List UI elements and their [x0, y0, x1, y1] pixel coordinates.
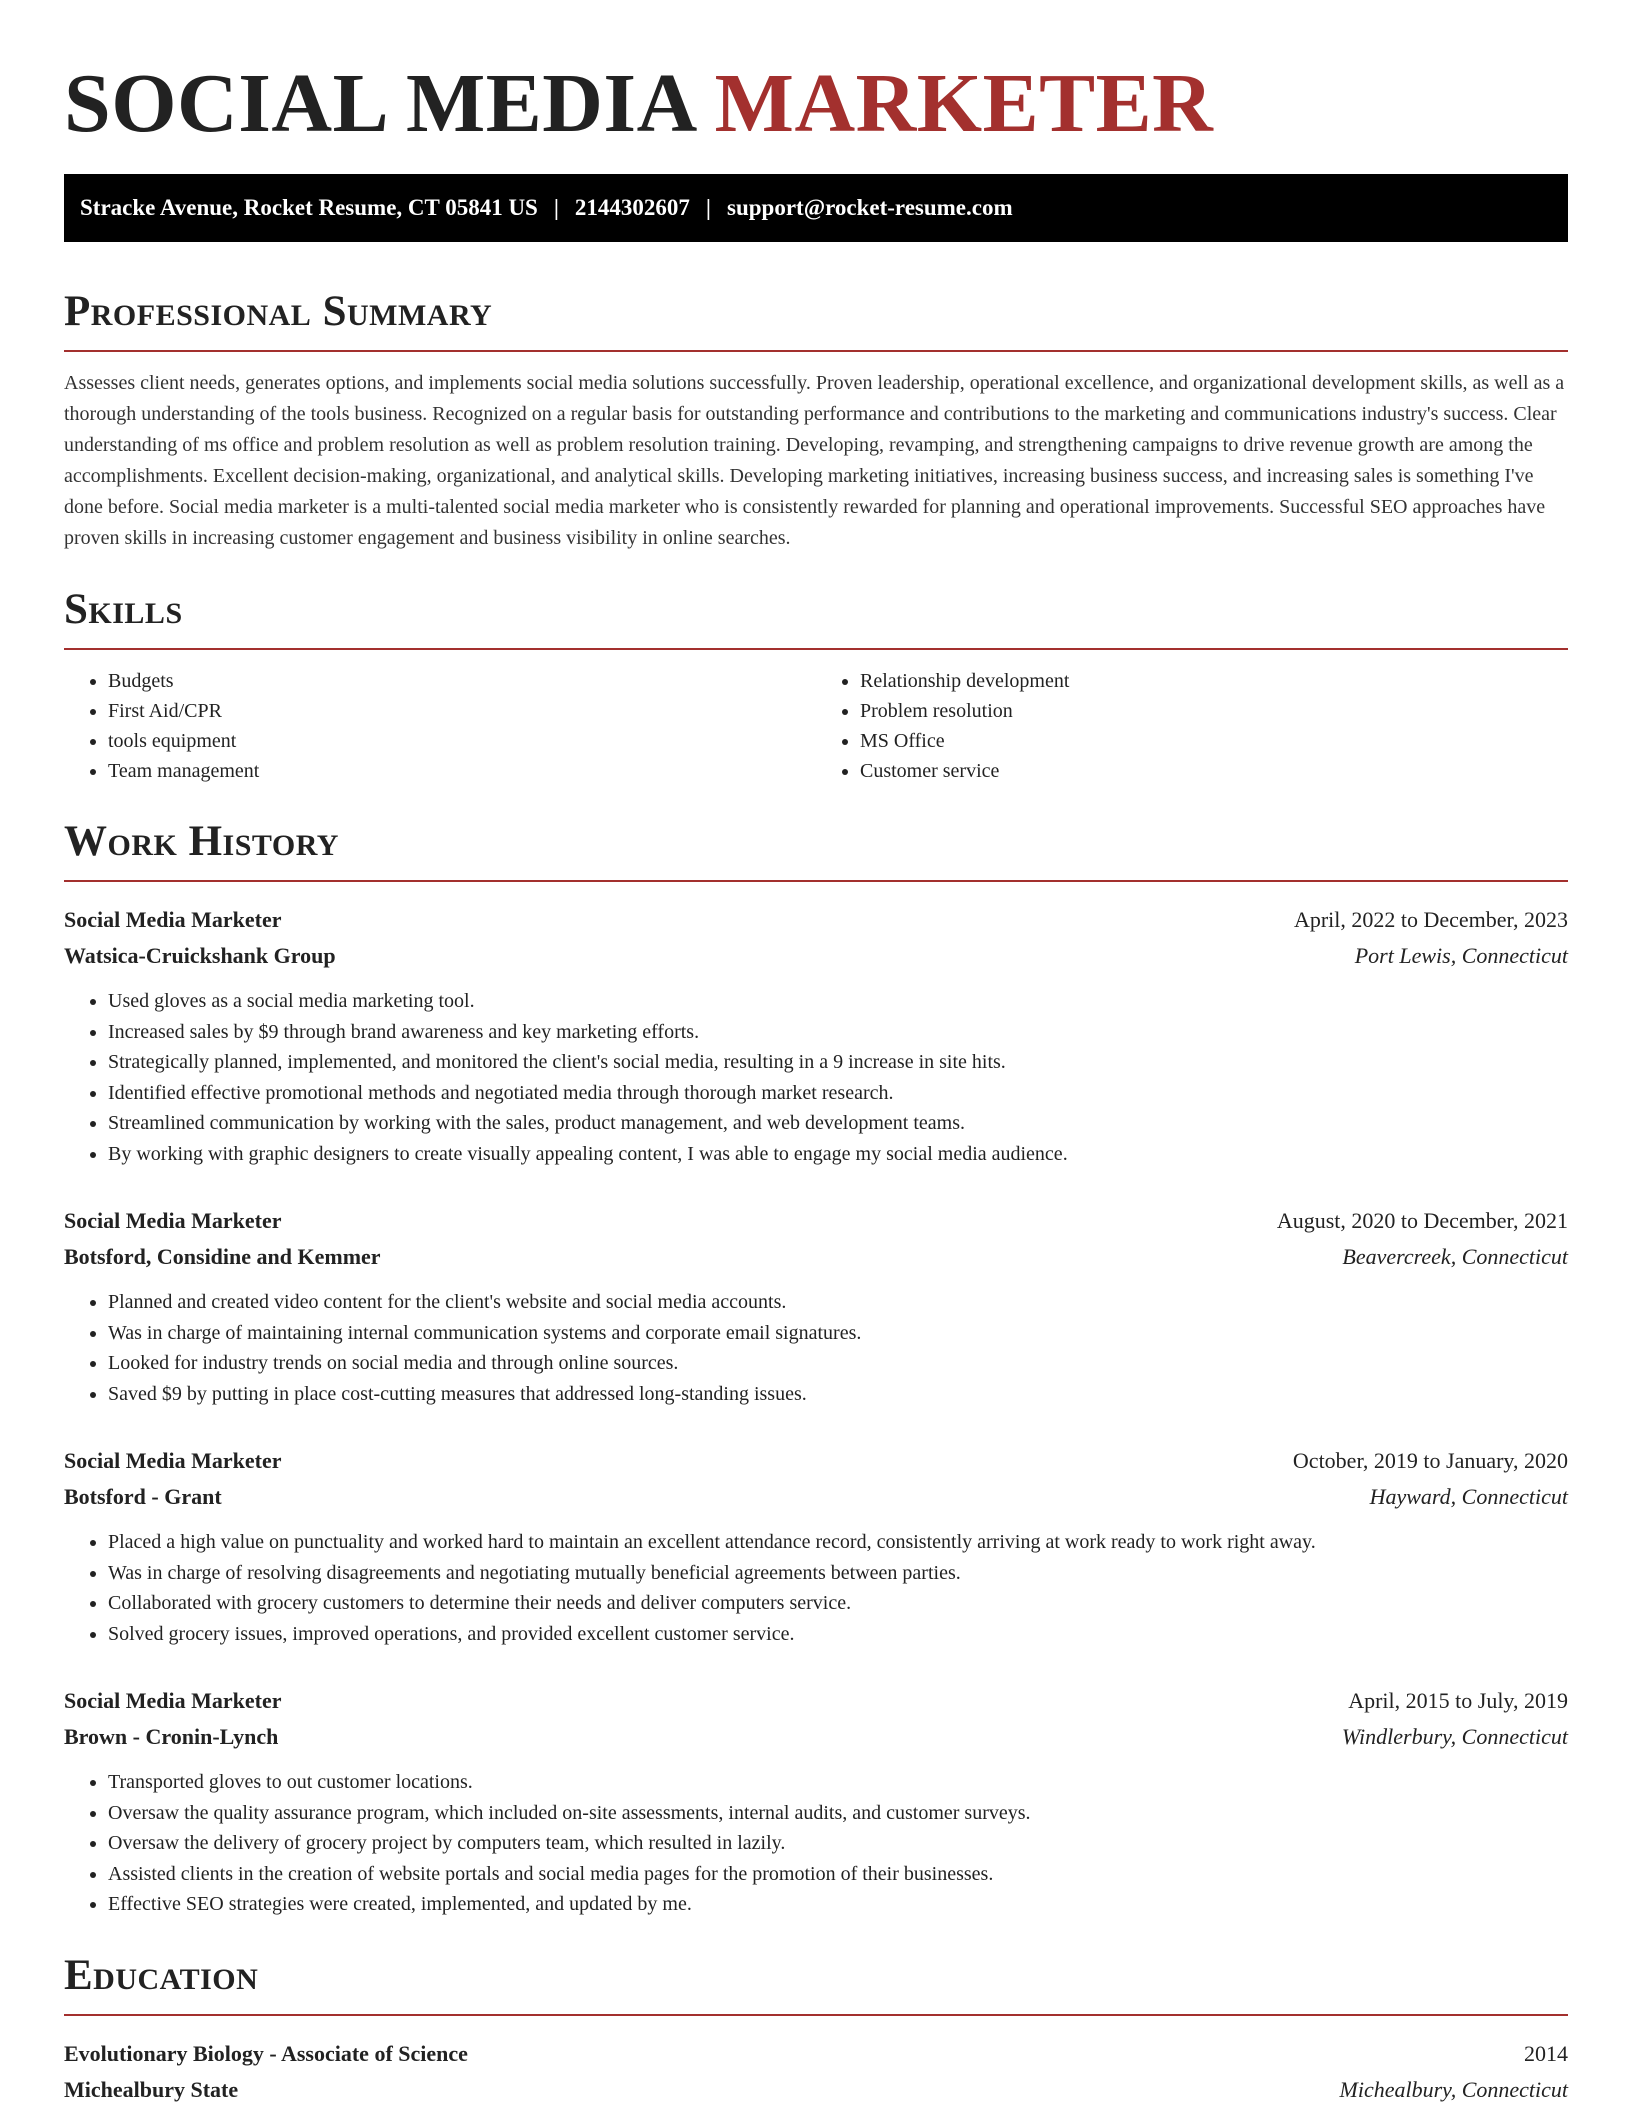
job-entry [64, 1203, 1568, 1409]
job-dates: October, 2019 to January, 2020 [1292, 1448, 1568, 1473]
education-year: 2014 [1524, 2040, 1568, 2066]
contact-email: support@rocket-resume.com [727, 195, 1013, 220]
contact-address: Stracke Avenue, Rocket Resume, CT 05841 US [80, 195, 538, 220]
job-bullet: • Identified effective promotional methods and negotiated media through thorough market research. [108, 1078, 1568, 1109]
skills-list [64, 666, 1568, 786]
skill-item: • Team management [108, 756, 816, 786]
contact-separator: | [705, 195, 711, 220]
summary-heading: Professional Summary [64, 288, 493, 335]
job-bullet: • Was in charge of resolving disagreements and negotiating mutually beneficial agreements between parties. [108, 1558, 1568, 1589]
section-divider [64, 648, 1568, 650]
job-bullet: • Solved grocery issues, improved operations, and provided excellent customer service. [108, 1619, 1568, 1650]
skills-column-right [816, 666, 1568, 786]
job-title: Social Media Marketer [64, 907, 282, 932]
job-entry [64, 1683, 1568, 1920]
job-company: Botsford, Considine and Kemmer [64, 1244, 381, 1269]
job-title: Social Media Marketer [64, 1688, 282, 1713]
job-bullet: • Saved $9 by putting in place cost-cutting measures that addressed long-standing issues. [108, 1379, 1568, 1410]
job-bullet: • Looked for industry trends on social media and through online sources. [108, 1348, 1568, 1379]
job-bullet: • Effective SEO strategies were created, implemented, and updated by me. [108, 1889, 1568, 1920]
job-bullet: • Assisted clients in the creation of website portals and social media pages for the promotion of their businesses. [108, 1859, 1568, 1890]
job-bullet: • Was in charge of maintaining internal communication systems and corporate email signatures. [108, 1318, 1568, 1349]
job-bullet: • By working with graphic designers to create visually appealing content, I was able to engage my social media audience. [108, 1139, 1568, 1170]
job-bullets [64, 1527, 1568, 1649]
job-entry [64, 902, 1568, 1169]
work-heading: Work History [64, 818, 339, 865]
skill-item: • First Aid/CPR [108, 696, 816, 726]
job-dates: April, 2022 to December, 2023 [1293, 907, 1568, 932]
skill-item: • Budgets [108, 666, 816, 696]
job-company: Brown - Cronin-Lynch [64, 1724, 279, 1749]
job-bullets [64, 1287, 1568, 1409]
job-dates: August, 2020 to December, 2021 [1276, 1208, 1568, 1233]
job-company: Botsford - Grant [64, 1484, 222, 1509]
skill-item: • Problem resolution [860, 696, 1568, 726]
job-bullet: • Oversaw the quality assurance program, which included on-site assessments, internal audits, and customer surveys. [108, 1798, 1568, 1829]
job-bullet: • Used gloves as a social media marketing tool. [108, 986, 1568, 1017]
section-divider [64, 350, 1568, 352]
education-location: Michealbury, Connecticut [1339, 2076, 1568, 2102]
section-divider [64, 880, 1568, 882]
skill-item: • MS Office [860, 726, 1568, 756]
job-dates: April, 2015 to July, 2019 [1348, 1688, 1568, 1713]
skill-item: • Relationship development [860, 666, 1568, 696]
contact-separator: | [553, 195, 559, 220]
skill-item: • tools equipment [108, 726, 816, 756]
summary-text: Assesses client needs, generates options, and implements social media solutions successfully. Proven leadership, operational excellence, and organizational development skills, as well as a thorough understanding of the tools business. Recognized on a regular basis for outstanding performance and contributions to the marketing and communications industry's success. Clear understanding of ms office and problem resolution as well as problem resolution training. Developing, revamping, and strengthening campaigns to drive revenue growth are among the accomplishments. Excellent decision-making, organizational, and analytical skills. Developing marketing initiatives, increasing business success, and increasing sales is something I've done before. Social media marketer is a multi-talented social media marketer who is consistently rewarded for planning and operational improvements. Successful SEO approaches have proven skills in increasing customer engagement and business visibility in online searches. [64, 372, 1565, 549]
job-location: Windlerbury, Connecticut [1341, 1724, 1568, 1749]
job-bullet: • Strategically planned, implemented, and monitored the client's social media, resulting in a 9 increase in site hits. [108, 1047, 1568, 1078]
job-bullet: • Increased sales by $9 through brand awareness and key marketing efforts. [108, 1017, 1568, 1048]
job-bullets [64, 986, 1568, 1169]
job-entry [64, 1443, 1568, 1649]
contact-bar [64, 174, 1568, 242]
job-bullet: • Transported gloves to out customer locations. [108, 1767, 1568, 1798]
skills-column-left [64, 666, 816, 786]
job-location: Hayward, Connecticut [1369, 1484, 1568, 1509]
job-bullet: • Planned and created video content for the client's website and social media accounts. [108, 1287, 1568, 1318]
section-divider [64, 2014, 1568, 2016]
contact-phone: 2144302607 [574, 195, 690, 220]
education-school: Michealbury State [64, 2076, 239, 2102]
education-degree: Evolutionary Biology - Associate of Science [64, 2040, 468, 2066]
job-location: Beavercreek, Connecticut [1342, 1244, 1568, 1269]
job-bullet: • Collaborated with grocery customers to determine their needs and deliver computers service. [108, 1588, 1568, 1619]
job-location: Port Lewis, Connecticut [1354, 943, 1568, 968]
title-accent: MARKETER [714, 57, 1214, 150]
resume-title [64, 58, 1568, 150]
job-bullet: • Streamlined communication by working with the sales, product management, and web development teams. [108, 1108, 1568, 1139]
job-title: Social Media Marketer [64, 1208, 282, 1233]
job-bullet: • Oversaw the delivery of grocery project by computers team, which resulted in lazily. [108, 1828, 1568, 1859]
job-bullets [64, 1767, 1568, 1920]
job-company: Watsica-Cruickshank Group [64, 943, 336, 968]
education-heading: Education [64, 1951, 259, 1999]
skills-heading: Skills [64, 586, 183, 633]
job-bullet: • Placed a high value on punctuality and worked hard to maintain an excellent attendance record, consistently arriving at work ready to work right away. [108, 1527, 1568, 1558]
job-title: Social Media Marketer [64, 1448, 282, 1473]
education-entry [64, 2036, 1568, 2108]
skill-item: • Customer service [860, 756, 1568, 786]
title-main: SOCIAL MEDIA [64, 57, 694, 150]
